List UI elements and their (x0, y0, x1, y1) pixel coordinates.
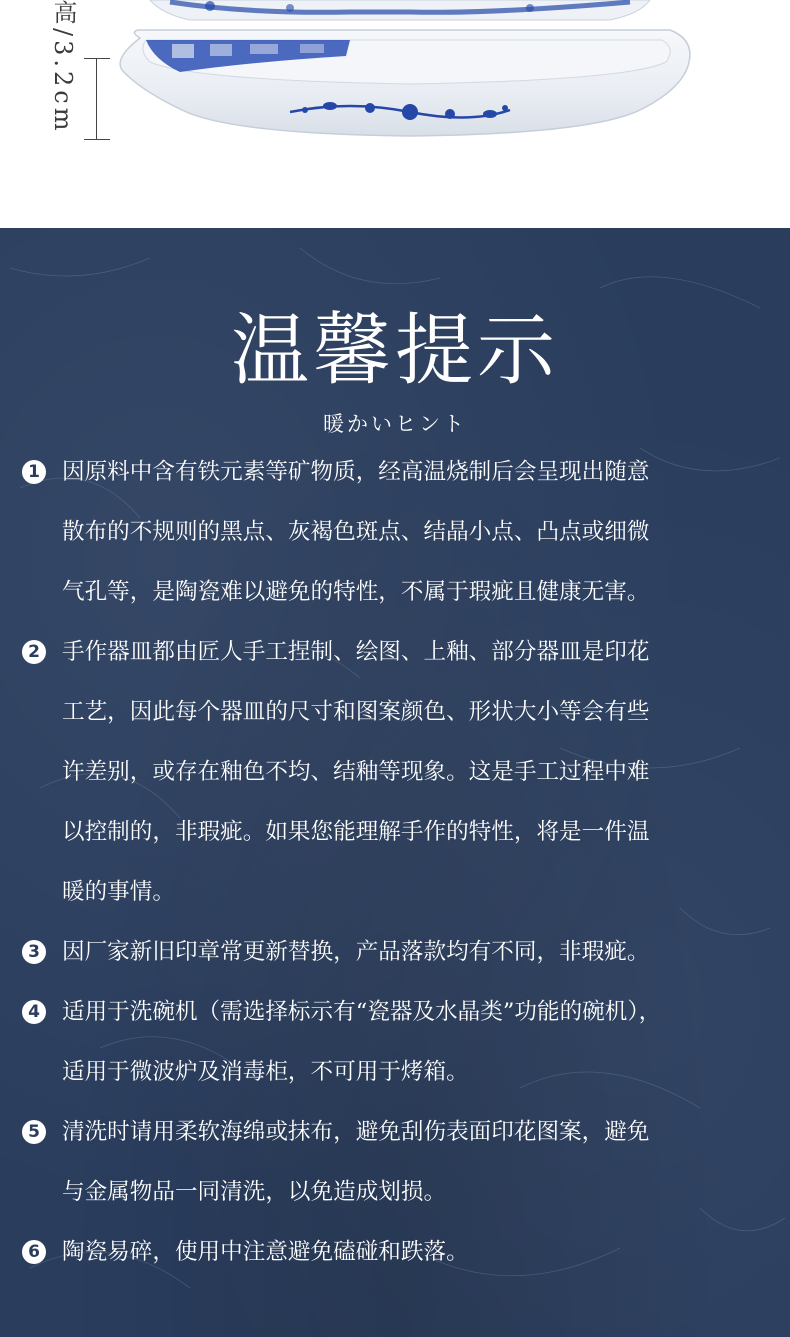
tip-number-badge: 1 (22, 460, 46, 484)
dimension-line (96, 58, 97, 140)
dimension-tick-top (84, 58, 110, 59)
tip-text: 因原料中含有铁元素等矿物质，经高温烧制后会呈现出随意 散布的不规则的黑点、灰褐色斑点、结晶小点、凸点或细微 气孔等，是陶瓷难以避免的特性，不属于瑕疵且健康无害。 (62, 459, 650, 605)
tip-number-badge: 6 (22, 1240, 46, 1264)
tip-number-badge: 4 (22, 1000, 46, 1024)
tip-text: 清洗时请用柔软海绵或抹布，避免刮伤表面印花图案，避免 与金属物品一同清洗，以免造成划损。 (62, 1119, 650, 1205)
dimension-tick-bottom (84, 139, 110, 140)
tip-number-badge: 3 (22, 940, 46, 964)
tip-number-badge: 2 (22, 640, 46, 664)
tip-text: 陶瓷易碎，使用中注意避免磕碰和跌落。 (62, 1239, 469, 1265)
product-photo (0, 0, 790, 228)
warm-tips-section (0, 228, 790, 1337)
height-dimension-label: 高/3.2cm (49, 0, 77, 135)
tip-text: 适用于洗碗机（需选择标示有“瓷器及水晶类”功能的碗机）， 适用于微波炉及消毒柜，不可用于烤箱。 (62, 999, 662, 1085)
tip-text: 因厂家新旧印章常更新替换，产品落款均有不同，非瑕疵。 (62, 939, 650, 965)
tip-number-badge: 5 (22, 1120, 46, 1144)
tip-text: 手作器皿都由匠人手工捏制、绘图、上釉、部分器皿是印花 工艺，因此每个器皿的尺寸和图案颜色、形状大小等会有些 许差别，或存在釉色不均、结釉等现象。这是手工过程中难 以控制的，非瑕疵。如果您能理解手作的特性，将是一件温 暖的事情。 (62, 639, 650, 905)
tips-title: 温馨提示 (230, 306, 559, 396)
porcelain-dish-illustration (110, 0, 710, 160)
tips-subtitle: 暖かいヒント (323, 412, 467, 436)
